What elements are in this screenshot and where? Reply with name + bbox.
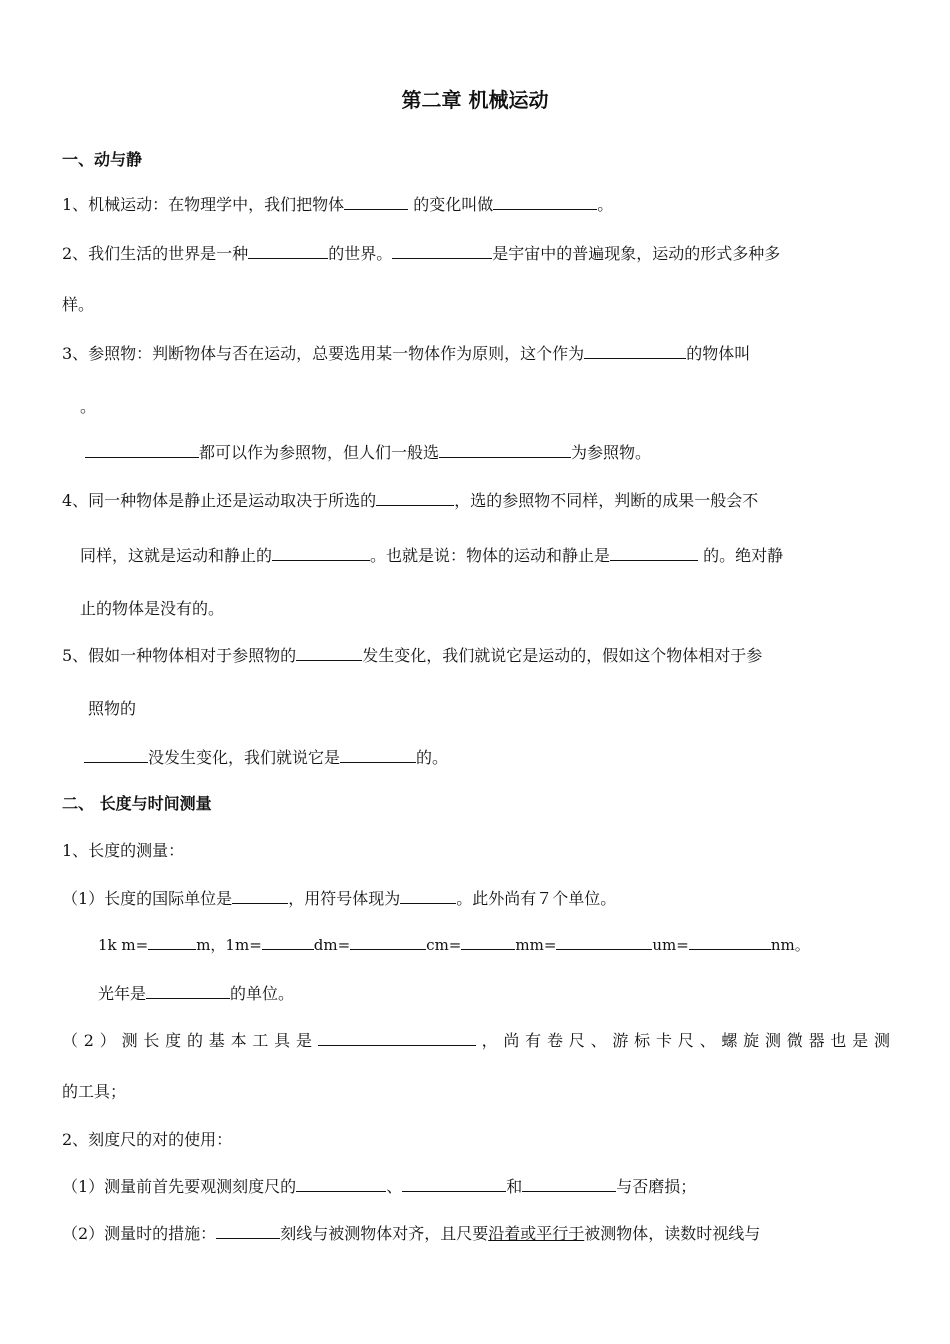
- para-1-5-cont: 照物的: [88, 699, 137, 718]
- para-2-7: （1）测量前首先要观测刻度尺的 、 和 与否磨损；: [62, 1177, 697, 1196]
- fill-blank[interactable]: [272, 544, 370, 561]
- fill-blank[interactable]: [439, 441, 571, 458]
- fill-blank[interactable]: [522, 1175, 616, 1192]
- fill-blank[interactable]: [262, 933, 314, 950]
- fill-blank[interactable]: [296, 1175, 386, 1192]
- para-1-1: 1、机械运动：在物理学中，我们把物体 的变化叫做 。: [62, 195, 614, 214]
- fill-blank[interactable]: [392, 242, 492, 259]
- fill-blank[interactable]: [85, 441, 199, 458]
- fill-blank[interactable]: [350, 933, 426, 950]
- para-2-1: 1、长度的测量：: [62, 841, 185, 860]
- fill-blank[interactable]: [344, 193, 408, 210]
- fill-blank[interactable]: [402, 1175, 506, 1192]
- para-2-3: 1k m= m，1m= dm= cm= mm= um= nm。: [98, 933, 810, 955]
- fill-blank[interactable]: [318, 1029, 476, 1046]
- para-1-2-cont: 样。: [62, 295, 95, 314]
- fill-blank[interactable]: [216, 1222, 280, 1239]
- para-2-8: （2）测量时的措施： 刻线与被测物体对齐，且尺要沿着或平行于被测物体，读数时视线与: [62, 1224, 761, 1243]
- fill-blank[interactable]: [146, 982, 230, 999]
- para-2-5: （2）测长度的基本工具是 ，尚有卷尺、游标卡尺、螺旋测微器也是测: [62, 1031, 890, 1050]
- para-1-3-cont: 。: [80, 397, 97, 416]
- para-2-4: 光年是 的单位。: [98, 984, 295, 1003]
- fill-blank[interactable]: [248, 242, 328, 259]
- para-1-4: 4、同一种物体是静止还是运动取决于所选的 ，选的参照物不同样，判断的成果一般会不: [62, 491, 759, 510]
- section-heading-1: 一、动与静: [62, 150, 143, 169]
- fill-blank[interactable]: [493, 193, 597, 210]
- underlined-phrase: 沿着或平行于: [488, 1224, 585, 1243]
- fill-blank[interactable]: [556, 933, 652, 950]
- fill-blank[interactable]: [610, 544, 698, 561]
- para-2-5-cont: 的工具；: [62, 1082, 127, 1101]
- para-1-3: 3、参照物：判断物体与否在运动，总要选用某一物体作为原则，这个作为 的物体叫: [62, 344, 751, 363]
- fill-blank[interactable]: [84, 746, 148, 763]
- fill-blank[interactable]: [148, 933, 196, 950]
- fill-blank[interactable]: [340, 746, 416, 763]
- para-2-6: 2、刻度尺的对的使用：: [62, 1130, 233, 1149]
- chapter-title: 第二章 机械运动: [401, 88, 549, 112]
- para-1-2: 2、我们生活的世界是一种 的世界。 是宇宙中的普遍现象，运动的形式多种多: [62, 244, 781, 263]
- fill-blank[interactable]: [376, 489, 454, 506]
- para-1-5-cont2: 没发生变化，我们就说它是 的。: [84, 745, 448, 768]
- fill-blank[interactable]: [461, 933, 515, 950]
- fill-blank[interactable]: [296, 644, 362, 661]
- para-1-3-cont2: 都可以作为参照物，但人们一般选 为参照物。: [85, 440, 651, 463]
- fill-blank[interactable]: [400, 887, 456, 904]
- para-1-4-cont2: 止的物体是没有的。: [80, 599, 225, 618]
- fill-blank[interactable]: [689, 933, 771, 950]
- fill-blank[interactable]: [584, 342, 686, 359]
- para-1-4-cont: 同样，这就是运动和静止的 。也就是说：物体的运动和静止是 的。绝对静: [80, 546, 784, 565]
- section-heading-2: 二、 长度与时间测量: [62, 794, 212, 813]
- para-1-5: 5、假如一种物体相对于参照物的 发生变化，我们就说它是运动的，假如这个物体相对于参: [62, 646, 763, 665]
- fill-blank[interactable]: [232, 887, 288, 904]
- para-2-2: （1）长度的国际单位是 ，用符号体现为 。此外尚有７个单位。: [62, 889, 617, 908]
